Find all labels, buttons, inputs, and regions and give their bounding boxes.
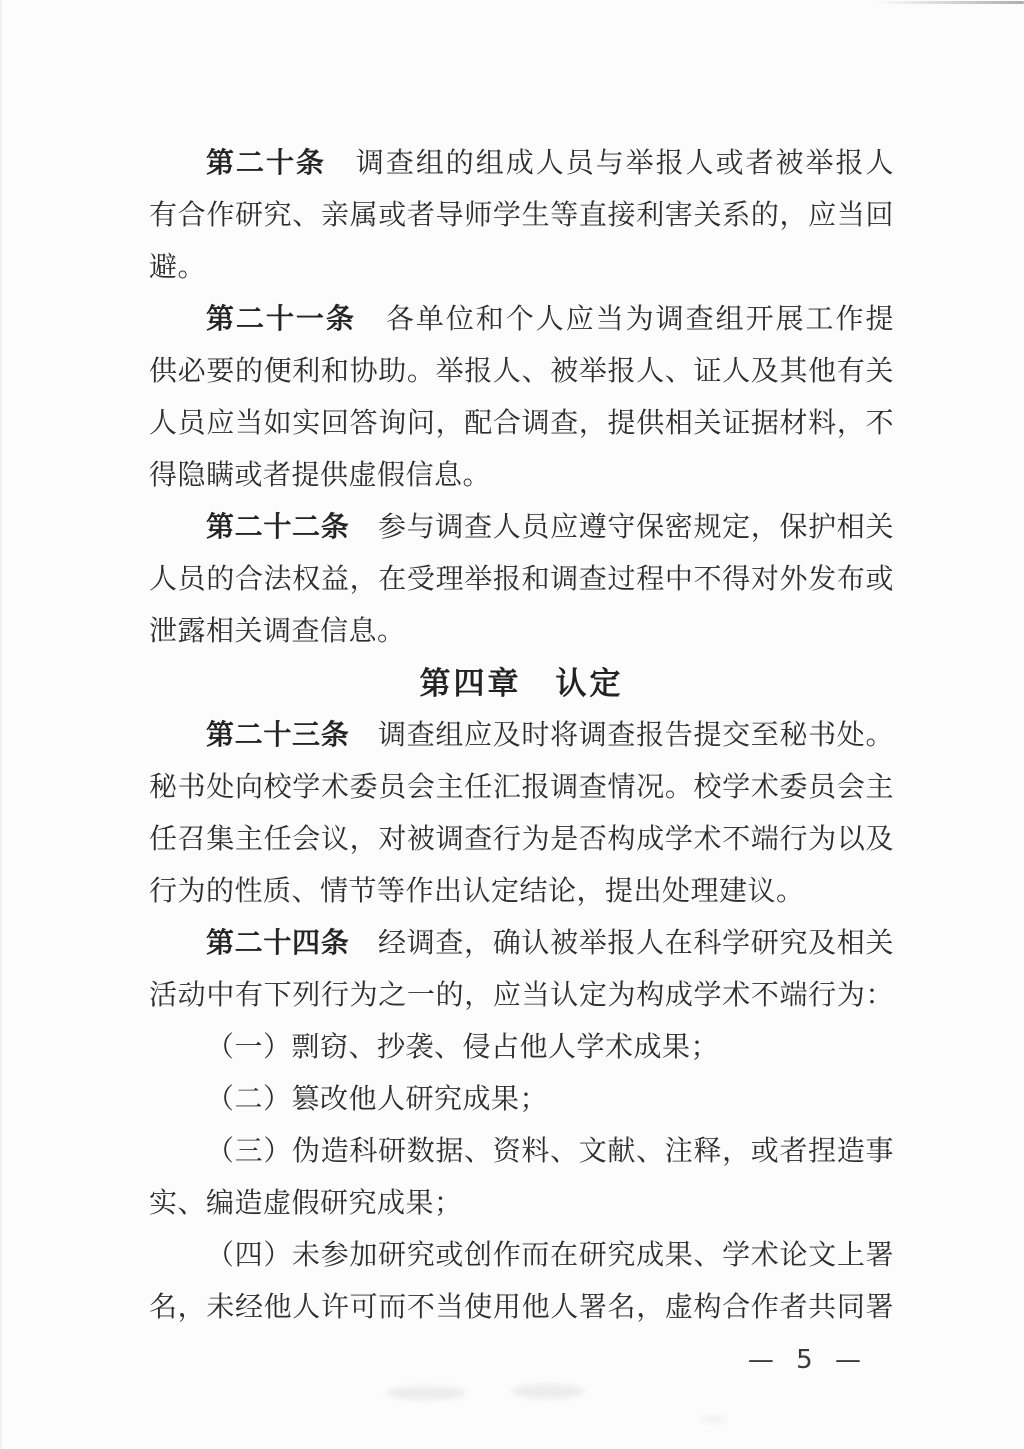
paragraph-line bbox=[149, 294, 894, 346]
scan-smudge bbox=[512, 1384, 584, 1399]
scan-smudge bbox=[700, 1415, 726, 1423]
paragraph-line: 行为的性质、情节等作出认定结论，提出处理建议。 bbox=[149, 876, 805, 907]
scan-artifact-top-right bbox=[876, 1, 1024, 4]
paragraph-line: 活动中有下列行为之一的，应当认定为构成学术不端行为： bbox=[149, 980, 894, 1011]
list-item-line: 实、编造虚假研究成果； bbox=[149, 1188, 463, 1219]
paragraph-line: 泄露相关调查信息。 bbox=[149, 616, 406, 647]
paragraph-line bbox=[149, 138, 894, 190]
paragraph-line bbox=[149, 918, 894, 970]
line-text: 各单位和个人应当为调查组开展工作提 bbox=[355, 304, 894, 335]
article-number: 第二十条 bbox=[206, 148, 326, 179]
line-text: 参与调查人员应遵守保密规定，保护相关 bbox=[349, 512, 894, 543]
list-item-line: 名，未经他人许可而不当使用他人署名，虚构合作者共同署 bbox=[149, 1292, 894, 1323]
paragraph-line: 供必要的便利和协助。举报人、被举报人、证人及其他有关 bbox=[149, 356, 894, 387]
article-number: 第二十一条 bbox=[206, 304, 356, 335]
paragraph-line bbox=[149, 502, 894, 554]
document-body bbox=[149, 138, 894, 1386]
line-text: 经调查，确认被举报人在科学研究及相关 bbox=[349, 928, 894, 959]
paragraph-line: 人员的合法权益，在受理举报和调查过程中不得对外发布或 bbox=[149, 564, 894, 595]
list-item-line: （四）未参加研究或创作而在研究成果、学术论文上署 bbox=[206, 1240, 894, 1271]
scan-smudge bbox=[386, 1386, 466, 1400]
paragraph-line: 秘书处向校学术委员会主任汇报调查情况。校学术委员会主 bbox=[149, 772, 894, 803]
scan-edge-left bbox=[0, 0, 2, 1449]
article-number: 第二十二条 bbox=[206, 512, 350, 543]
paragraph-line: 得隐瞒或者提供虚假信息。 bbox=[149, 460, 492, 491]
paragraph-line: 任召集主任会议，对被调查行为是否构成学术不端行为以及 bbox=[149, 824, 894, 855]
paragraph-line bbox=[149, 710, 894, 762]
article-number: 第二十四条 bbox=[206, 928, 350, 959]
list-item-line: （一）剽窃、抄袭、侵占他人学术成果； bbox=[206, 1032, 720, 1063]
list-item-line: （三）伪造科研数据、资料、文献、注释，或者捏造事 bbox=[206, 1136, 894, 1167]
line-text: 调查组的组成人员与举报人或者被举报人 bbox=[325, 148, 894, 179]
list-item-line: （二）篡改他人研究成果； bbox=[206, 1084, 549, 1115]
article-number: 第二十三条 bbox=[206, 720, 350, 751]
line-text: 调查组应及时将调查报告提交至秘书处。 bbox=[349, 720, 894, 751]
paragraph-line: 有合作研究、亲属或者导师学生等直接利害关系的，应当回 bbox=[149, 200, 894, 231]
page-number: — 5 — bbox=[747, 1345, 868, 1375]
paragraph-line: 避。 bbox=[149, 252, 207, 283]
paragraph-line: 人员应当如实回答询问，配合调查，提供相关证据材料，不 bbox=[149, 408, 894, 439]
chapter-heading: 第四章 认定 bbox=[419, 666, 624, 701]
